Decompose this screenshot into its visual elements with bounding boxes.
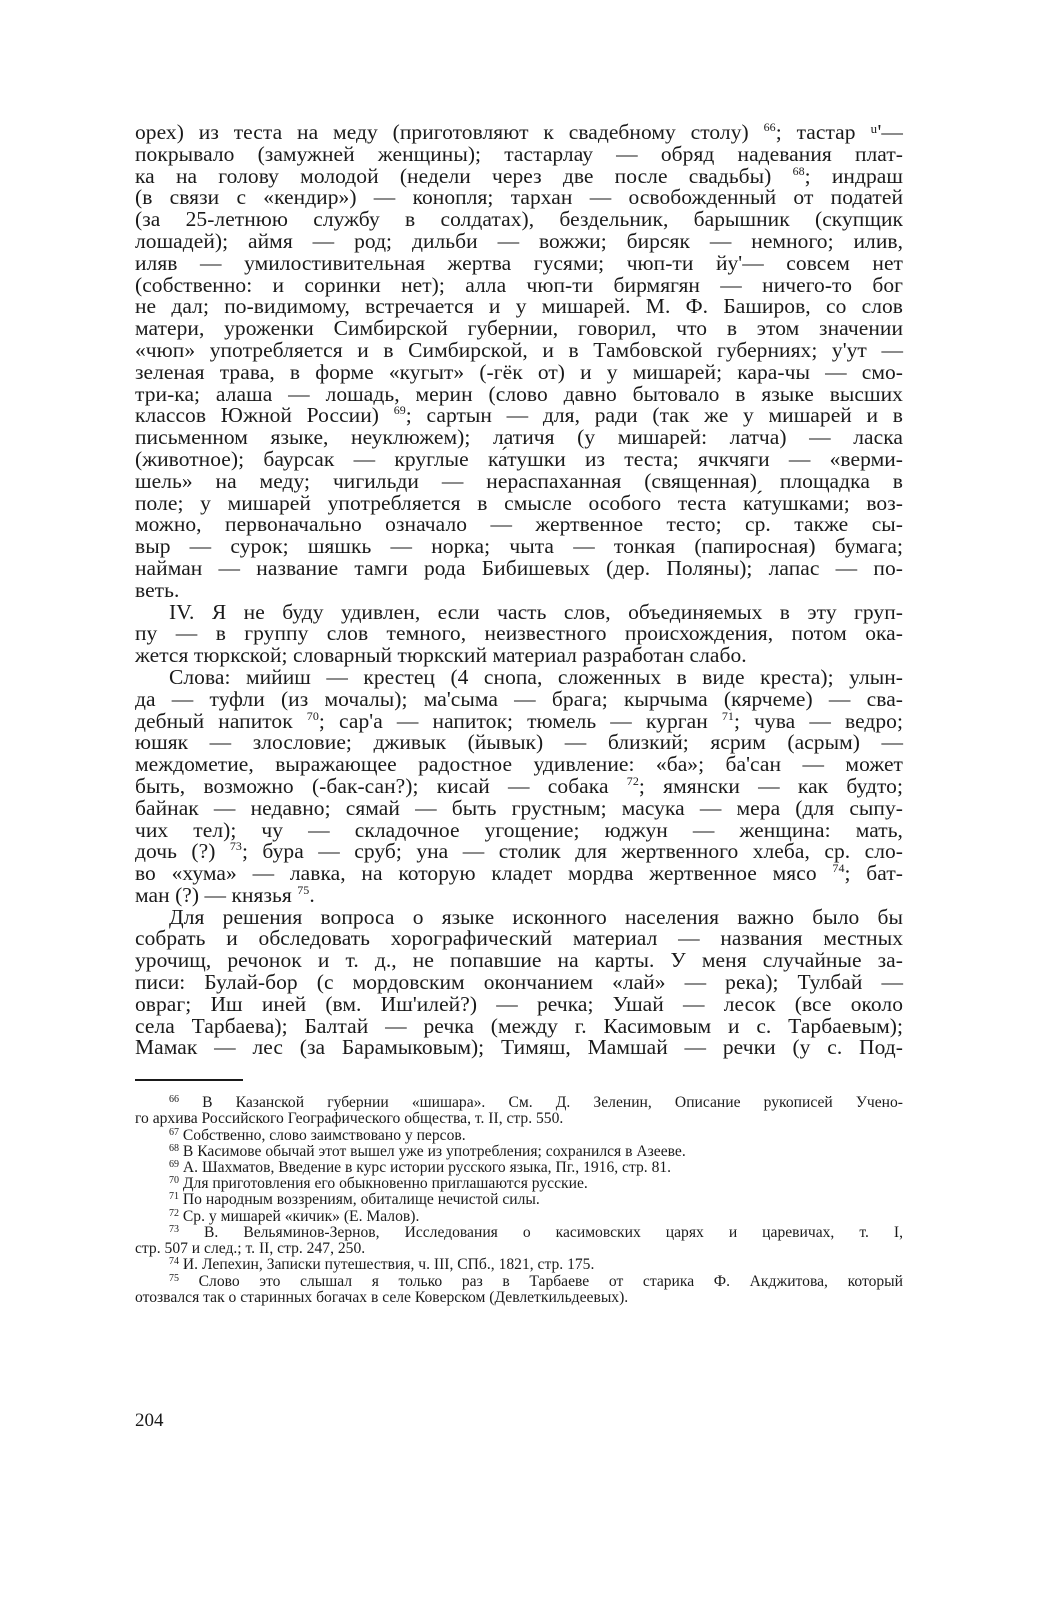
text-run: ; ямянски — как будто; xyxy=(638,773,903,798)
body-line xyxy=(135,446,903,471)
footnote-ref: 67 xyxy=(169,1126,179,1138)
body-line xyxy=(135,381,903,406)
page-content xyxy=(135,122,903,1306)
footnote-ref: 72 xyxy=(169,1207,179,1219)
text-run: да — туфли (из мочалы); ма'сыма — брага; кырчыма (кярчеме) — сва- xyxy=(135,686,903,711)
text-run: стр. 507 и след.; т. II, стр. 247, 250. xyxy=(135,1240,366,1258)
text-run: собрать и обследовать хорографический материал — названия местных xyxy=(135,926,903,951)
text-run: междометие, выражающее радостное удивление: «ба»; ба'сан — может xyxy=(135,752,903,777)
body-line xyxy=(135,991,903,1016)
footnote-ref: 68 xyxy=(169,1142,179,1154)
footnote-divider xyxy=(135,1079,243,1081)
text-run: быть, возможно (-бак-сан?); кисай — собака xyxy=(135,773,627,798)
footnote-ref: 75 xyxy=(297,882,310,897)
text-run: Мамак — лес (за Барамыковым); Тимяш, Мамшай — речки (у с. Под- xyxy=(135,1035,903,1060)
body-line xyxy=(135,773,903,798)
text-run: веть. xyxy=(135,577,180,602)
footnote-line xyxy=(135,1144,903,1160)
text-run: дочь (?) xyxy=(135,839,230,864)
text-run: . xyxy=(309,882,315,907)
body-line xyxy=(135,337,903,362)
body-line xyxy=(135,555,903,580)
text-run: выр — сурок; шяшкь — норка; чыта — тонкая (папиросная) бумага; xyxy=(135,534,903,559)
text-run: зеленая трава, в форме «кугыт» (-гёк от) и у мишарей; кара-чы — смо- xyxy=(135,359,903,384)
text-run: дебный напиток xyxy=(135,708,307,733)
text-run: Ср. у мишарей «кичик» (Е. Малов). xyxy=(179,1207,420,1225)
text-run: По народным воззрениям, обиталище нечистой силы. xyxy=(179,1191,540,1209)
body-line xyxy=(135,795,903,820)
body-line xyxy=(135,645,903,667)
text-run: овраг; Иш иней (вм. Иш'илей?) — речка; Ушай — лесок (все около xyxy=(135,991,903,1016)
text-run: «чюп» употребляется и в Симбирской, и в Тамбовской губерниях; у'ут — xyxy=(135,337,903,362)
body-line xyxy=(135,577,903,602)
text-run: ; бура — сруб; уна — столик для жертвенного хлеба, ср. сло- xyxy=(241,839,903,864)
footnote-ref: 66 xyxy=(763,120,776,134)
page-number: 204 xyxy=(135,1410,164,1431)
footnote-line xyxy=(135,1257,903,1273)
body-line xyxy=(135,163,903,188)
footnote-line xyxy=(135,1176,903,1192)
text-run: В. Вельяминов-Зернов, Исследования о касимовских царях и царевичах, т. I, xyxy=(179,1223,903,1241)
body-line xyxy=(135,209,903,231)
text-run: три-ка; алаша — лошадь, мерин (слово давно бытовало в языке высших xyxy=(135,381,903,406)
footnote-ref: 69 xyxy=(393,403,406,418)
footnote-ref: 73 xyxy=(229,839,242,854)
body-line xyxy=(135,427,903,449)
text-run: ка на голову молодой (недели через две после свадьбы) xyxy=(135,163,793,188)
footnote-ref: 71 xyxy=(169,1191,179,1203)
text-run: можно, первоначально означало — жертвенное тесто; ср. также сы- xyxy=(135,512,903,537)
body-line xyxy=(135,359,903,384)
body-line xyxy=(135,272,903,297)
text-run: IV. Я не буду удивлен, если часть слов, объединяемых в эту груп- xyxy=(169,599,903,624)
text-run: Для решения вопроса о языке исконного населения важно было бы xyxy=(169,904,903,929)
body-line xyxy=(135,928,903,950)
footnote-line xyxy=(135,1225,903,1241)
footnote-line xyxy=(135,1209,903,1225)
text-run: жется тюркской; словарный тюркский материал разработан слабо. xyxy=(135,643,747,668)
body-line xyxy=(135,490,903,515)
text-run: лошадей); аймя — род; дильби — вожжи; бирсяк — немного; илив, xyxy=(135,228,903,253)
body-line xyxy=(135,318,903,340)
text-run: ; чува — ведро; xyxy=(733,708,903,733)
body-line xyxy=(135,708,903,733)
body-line xyxy=(135,468,903,493)
text-run: А. Шахматов, Введение в курс истории русского языка, Пг., 1916, стр. 81. xyxy=(179,1159,672,1177)
text-run: писи: Булай-бор (с мордовским окончанием «лай» — река); Тулбай — xyxy=(135,970,903,995)
text-run: (собственно: и соринки нет); алла чюп-ти бирмягян — ничего-то бог xyxy=(135,272,903,297)
body-line xyxy=(135,250,903,275)
body-line xyxy=(135,296,903,318)
text-run: (в связи с «кендир») — конопля; тархан — освобожденный от податей xyxy=(135,185,903,210)
body-line xyxy=(135,817,903,842)
text-run: ; индраш xyxy=(804,163,903,188)
text-run: орех) из теста на меду (приготовляют к свадебному столу) xyxy=(135,120,764,144)
body-line xyxy=(135,1013,903,1038)
text-run: во «хума» — лавка, на которую кладет мордва жертвенное мясо xyxy=(135,861,833,886)
footnote-ref: 71 xyxy=(721,708,734,723)
body-line xyxy=(135,141,903,166)
footnote-line xyxy=(135,1111,903,1127)
text-run: (животное); баурсак — круглые ка́тушки из теста; ячкчяги — «верми- xyxy=(135,446,903,471)
footnotes xyxy=(135,1095,903,1306)
body-line xyxy=(135,405,903,427)
text-run: чих тел); чу — складочное угощение; юджун — женщина: мать, xyxy=(135,817,903,842)
body-line xyxy=(135,187,903,209)
text-run: Слово это слышал я только раз в Тарбаеве от старика Ф. Акджитова, который xyxy=(179,1272,903,1290)
text-run: села Тарбаева); Балтай — речка (между г. Касимовым и с. Тарбаевым); xyxy=(135,1013,903,1038)
body-line xyxy=(135,664,903,689)
footnote-line xyxy=(135,1095,903,1111)
body-line xyxy=(135,599,903,624)
text-run: Слова: мийиш — крестец (4 снопа, сложенных в виде креста); улын- xyxy=(169,664,903,689)
footnote-ref: 74 xyxy=(832,861,845,876)
text-run: не дал; по-видимому, встречается и у мишарей. М. Ф. Баширов, со слов xyxy=(135,294,903,319)
text-run: ; бат- xyxy=(844,861,903,886)
text-run: шель» на меду; чигильди — нераспаханная (священная) площадка в xyxy=(135,468,903,493)
text-run: ; тастар ᵘ'— xyxy=(775,120,903,144)
text-run: ман (?) — князья xyxy=(135,882,298,907)
text-run: го архива Российского Географического общества, т. II, стр. 550. xyxy=(135,1110,564,1128)
footnote-ref: 72 xyxy=(626,773,639,788)
body-line xyxy=(135,514,903,536)
footnote-ref: 73 xyxy=(169,1223,179,1235)
body-line xyxy=(135,882,903,907)
footnote-ref: 69 xyxy=(169,1159,179,1171)
text-run: найман — название тамги рода Бибишевых (дер. Поляны); лапас — по- xyxy=(135,555,903,580)
text-run: Для приготовления его обыкновенно приглашаются русские. xyxy=(179,1175,588,1193)
text-run: классов Южной России) xyxy=(135,403,394,428)
footnote-ref: 68 xyxy=(792,163,805,178)
text-run: пу — в группу слов темного, неизвестного происхождения, потом ока- xyxy=(135,621,903,646)
text-run: юшяк — злословие; дживык (йывык) — близкий; ясрим (асрым) — xyxy=(135,730,903,755)
text-run: иляв — умилостивительная жертва гусями; чюп-ти йу'— совсем нет xyxy=(135,250,903,275)
footnote-ref: 74 xyxy=(169,1256,179,1268)
body-line xyxy=(135,972,903,994)
text-run: урочищ, речонок и т. д., не попавшие на карты. У меня случайные за- xyxy=(135,948,903,973)
text-run: покрывало (замужней женщины); тастарлау — обряд надевания плат- xyxy=(135,141,903,166)
text-run: отозвался так о старинных богачах в селе Коверском (Девлеткильдеевых). xyxy=(135,1288,629,1306)
footnote-line xyxy=(135,1128,903,1144)
body-line xyxy=(135,841,903,863)
body-line xyxy=(135,754,903,776)
body-line xyxy=(135,863,903,885)
footnote-ref: 75 xyxy=(169,1272,179,1284)
text-run: И. Лепехин, Записки путешествия, ч. III, СПб., 1821, стр. 175. xyxy=(179,1256,595,1274)
body-line xyxy=(135,732,903,754)
footnote-line xyxy=(135,1192,903,1208)
text-run: ; сар'а — напиток; тюмель — курган xyxy=(318,708,722,733)
body-line xyxy=(135,1037,903,1059)
footnote-ref: 70 xyxy=(306,708,319,723)
footnote-line xyxy=(135,1274,903,1290)
body-text xyxy=(135,122,903,1059)
body-line xyxy=(135,904,903,929)
footnote-ref: 70 xyxy=(169,1175,179,1187)
text-run: поле; у мишарей употребляется в смысле особого теста ка́тушками; воз- xyxy=(135,490,903,515)
text-run: В Касимове обычай этот вышел уже из употребления; сохранился в Азееве. xyxy=(179,1142,686,1160)
body-line xyxy=(135,536,903,558)
body-line xyxy=(135,122,903,144)
text-run: матери, уроженки Симбирской губернии, говорил, что в этом значении xyxy=(135,316,903,341)
footnote-ref: 66 xyxy=(169,1094,179,1106)
text-run: Собственно, слово заимствовано у персов. xyxy=(179,1126,466,1144)
text-run: байнак — недавно; сямай — быть грустным; масука — мера (для сыпу- xyxy=(135,795,903,820)
footnote-line xyxy=(135,1160,903,1176)
text-run: В Казанской губернии «шишара». См. Д. Зеленин, Описание рукописей Учено- xyxy=(179,1094,903,1112)
text-run: (за 25-летнюю службу в солдатах), бездельник, барышник (скупщик xyxy=(135,207,903,232)
footnote-line xyxy=(135,1241,903,1257)
body-line xyxy=(135,686,903,711)
body-line xyxy=(135,950,903,972)
body-line xyxy=(135,228,903,253)
footnote-line xyxy=(135,1290,903,1306)
text-run: письменном языке, неуклюжем); латичя (у мишарей: латча) — ласка xyxy=(135,425,903,450)
body-line xyxy=(135,623,903,645)
text-run: ; сартын — для, ради (так же у мишарей и в xyxy=(405,403,903,428)
